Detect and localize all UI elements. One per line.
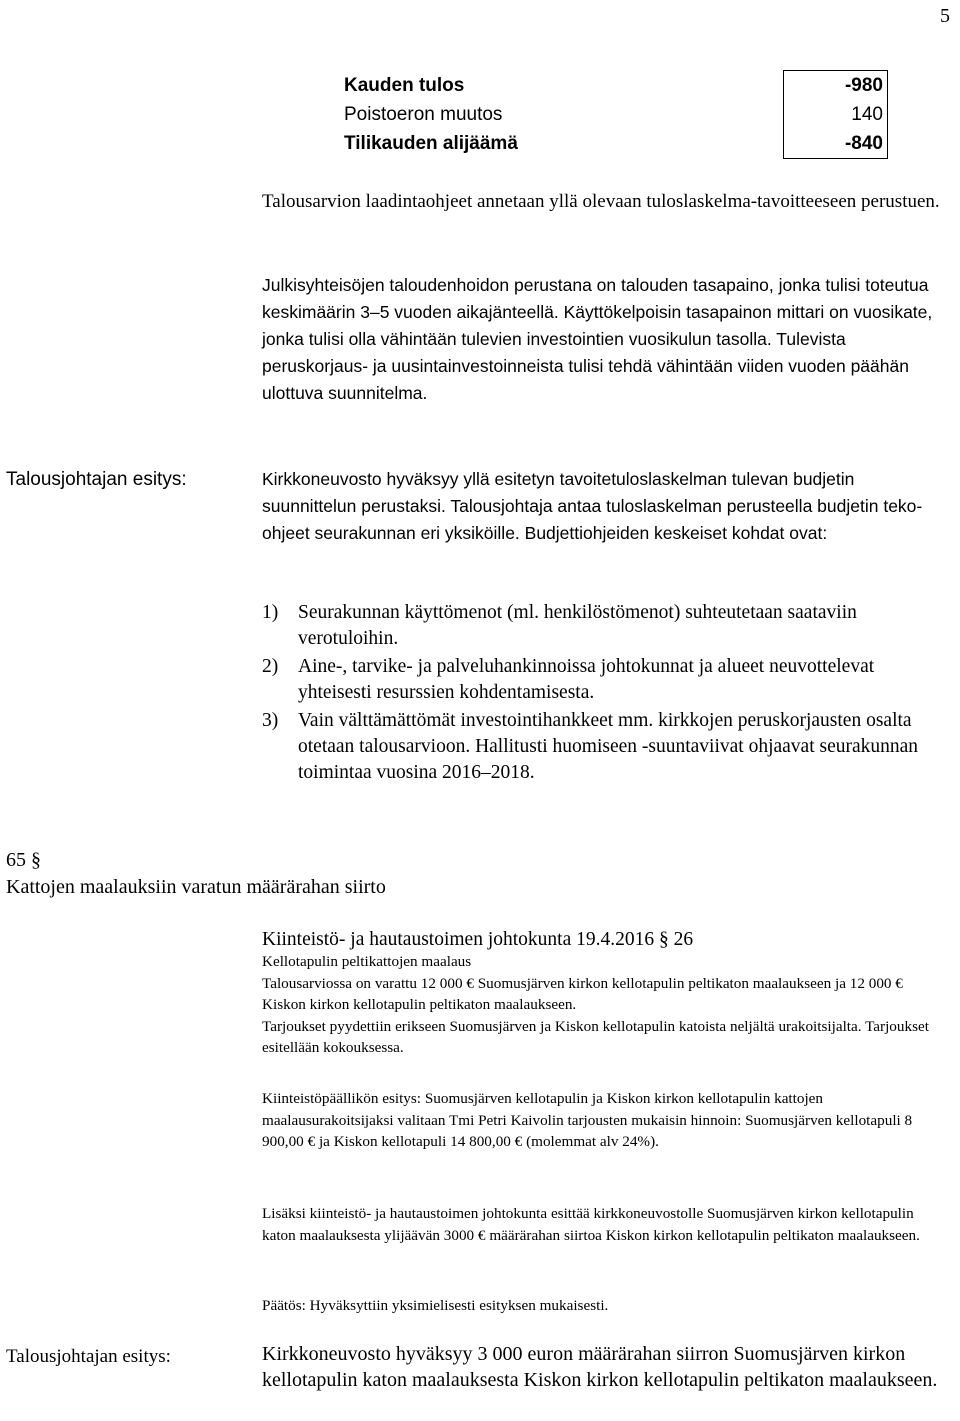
list-text: Aine-, tarvike- ja palveluhankinnoissa johtokunnat ja alueet neuvottelevat yhteisesti resurssien kohdentamisesta. — [298, 656, 875, 703]
committee-line: Kiinteistö- ja hautaustoimen johtokunta 19.4.2016 § 26 — [262, 929, 694, 950]
page-number: 5 — [940, 5, 950, 27]
list-number: 2) — [262, 656, 279, 677]
results-table — [340, 70, 888, 159]
list-number: 3) — [262, 710, 279, 731]
row-label: Kauden tulos — [344, 74, 465, 96]
subject-line: Kellotapulin peltikattojen maalaus — [262, 953, 472, 970]
proposal-text: Kirkkoneuvosto hyväksyy 3 000 euron määrärahan siirron Suomusjärven kirkon kellotapulin katon maalauksesta Kiskon kirkon kellotapulin peltikaton maalaukseen. — [262, 1343, 938, 1391]
intro-paragraph — [262, 188, 952, 215]
budget-text: Talousarviossa on varattu 12 000 € Suomusjärven kirkon kellotapulin peltikaton maalaukseen ja 12 000 € Kiskon kirkon kellotapulin peltikaton maalaukseen. — [262, 974, 903, 1013]
proposal-text: Kirkkoneuvosto hyväksyy yllä esitetyn tavoitetuloslaskelman tulevan budjetin suunnittelun perustaksi. Talousjohtaja antaa tuloslaskelman perusteella budjetin teko-ohjeet seurakunnan eri yksiköille. Budjettiohjeiden keskeiset kohdat ovat: — [262, 469, 923, 543]
offers-text: Tarjoukset pyydettiin erikseen Suomusjärven ja Kiskon kellotapulin katoista neljältä urakoitsijalta. Tarjoukset esitellään kokouksessa. — [262, 1017, 929, 1056]
row-label: Poistoeron muutos — [344, 104, 503, 125]
row-value: 140 — [783, 100, 887, 129]
decision-text: Päätös: Hyväksyttiin yksimielisesti esityksen mukaisesti. — [262, 1297, 609, 1314]
balance-text: Julkisyhteisöjen taloudenhoidon perustana on talouden tasapaino, jonka tulisi toteutua keskimäärin 3–5 vuoden aikajänteellä. Käyttökelpoisin tasapainon mittari on vuosikate, jonka tulisi olla vähintään tulevien investointien vuosikulun tasolla. Tulevista peruskorjaus- ja uusintainvestoinneista tulisi tehdä vähintään viiden vuoden päähän ulottuva suunnitelma. — [262, 275, 933, 403]
list-text: Vain välttämättömät investointihankkeet mm. kirkkojen peruskorjausten osalta otetaan talousarvioon. Hallitusti huomiseen -suuntaviivat ohjaavat seurakunnan toimintaa vuosina 2016–2018. — [298, 710, 919, 783]
row-value: -840 — [783, 129, 887, 159]
section-title: Kattojen maalauksiin varatun määrärahan siirto — [6, 876, 386, 898]
list-text: Seurakunnan käyttömenot (ml. henkilöstömenot) suhteutetaan saataviin verotuloihin. — [298, 602, 857, 649]
list-item — [262, 600, 952, 652]
list-item — [262, 654, 952, 706]
balance-paragraph — [262, 272, 952, 407]
guideline-list — [262, 600, 952, 788]
table-row — [340, 71, 888, 101]
list-item — [262, 708, 952, 786]
intro-text: Talousarvion laadintaohjeet annetaan yllä olevaan tuloslaskelma-tavoitteeseen perustuen. — [262, 191, 940, 212]
table-row — [340, 129, 888, 159]
proposal-label: Talousjohtajan esitys: — [6, 1346, 171, 1367]
row-label: Tilikauden alijäämä — [344, 133, 518, 155]
list-number: 1) — [262, 602, 279, 623]
row-value: -980 — [783, 71, 887, 101]
section-number: 65 § — [6, 849, 41, 871]
manager-proposal: Kiinteistöpäällikön esitys: Suomusjärven kellotapulin ja Kiskon kirkon kellotapulin kattojen maalausurakoitsijaksi valitaan Tmi Petri Kaivolin tarjousten mukaisin hinnoin: Suomusjärven kellotapuli 8 900,00 € ja Kiskon kellotapuli 14 800,00 € (molemmat alv 24%). — [262, 1090, 913, 1150]
additional-proposal: Lisäksi kiinteistö- ja hautaustoimen johtokunta esittää kirkkoneuvostolle Suomusjärven kirkon kellotapulin katon maalauksesta ylijäävän 3000 € määrärahan siirtoa Kiskon kirkon kellotapulin peltikaton maalaukseen. — [262, 1205, 920, 1244]
committee-paragraphs — [262, 951, 942, 1059]
proposal-label: Talousjohtajan esitys: — [6, 469, 187, 490]
table-row — [340, 100, 888, 129]
